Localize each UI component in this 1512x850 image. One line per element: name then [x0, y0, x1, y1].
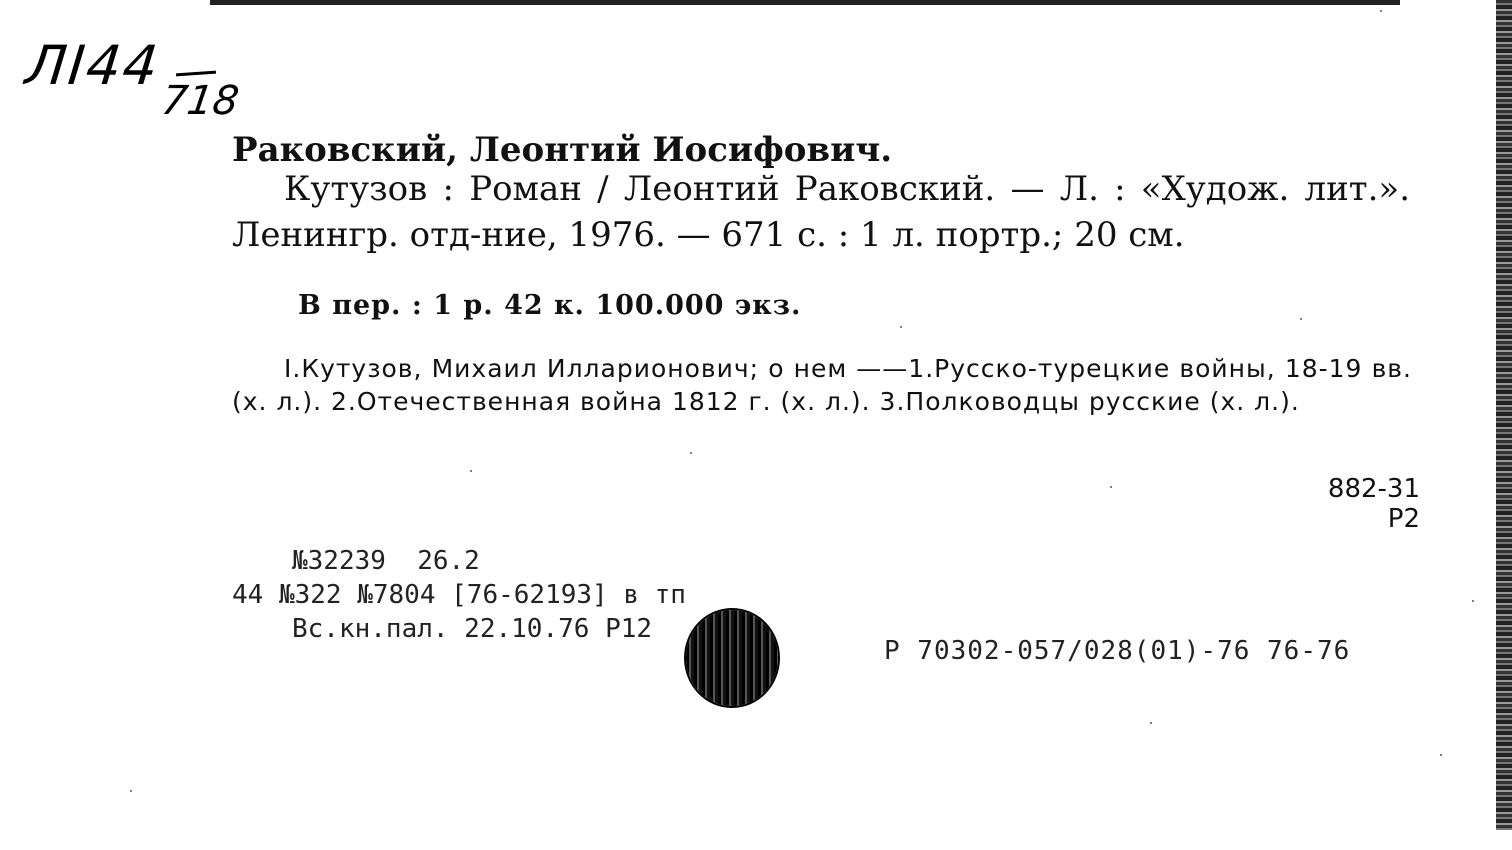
speck: [1472, 600, 1474, 602]
publisher-code: Р 70302-057/028(01)-76 76-76: [884, 636, 1351, 666]
punch-hole: [686, 610, 778, 706]
classification-code: 882-31: [1327, 474, 1420, 504]
top-edge-line: [210, 0, 1400, 5]
scan-edge: [1496, 0, 1512, 830]
speck: [1380, 10, 1382, 12]
speck: [130, 790, 132, 792]
speck: [900, 326, 902, 328]
printing-imprint: [232, 544, 686, 646]
classification-code: Р2: [1387, 504, 1420, 534]
speck: [1110, 486, 1112, 488]
imprint-line: №32239 26.2: [292, 546, 480, 576]
speck: [1300, 318, 1302, 320]
handwritten-number: 718: [158, 78, 242, 124]
imprint-line: Вс.кн.пал. 22.10.76 Р12: [292, 614, 653, 644]
subject-headings: I.Кутузов, Михаил Илларионович; о нем ——1.Русско-турецкие войны, 18-19 вв. (х. л.). 2.Отечественная война 1812 г. (х. л.). 3.Полководцы русские (х. л.).: [232, 354, 1412, 416]
bibliographic-description: Кутузов : Роман / Леонтий Раковский. — Л. : «Худож. лит.». Ленингр. отд-ние, 1976. — 671 с. : 1 л. портр.; 20 см.: [232, 169, 1410, 255]
classification-codes: [1300, 474, 1420, 534]
price-line: В пер. : 1 р. 42 к. 100.000 экз.: [298, 290, 802, 321]
author-heading: Раковский, Леонтий Иосифович.: [232, 130, 893, 170]
handwritten-shelfmark: ЛI44: [22, 34, 163, 97]
imprint-line: 44 №322 №7804 [76-62193] в тп: [232, 580, 686, 610]
speck: [1440, 754, 1442, 756]
handwritten-bar: [176, 71, 216, 77]
speck: [690, 452, 692, 454]
speck: [1150, 722, 1152, 724]
speck: [470, 470, 472, 472]
